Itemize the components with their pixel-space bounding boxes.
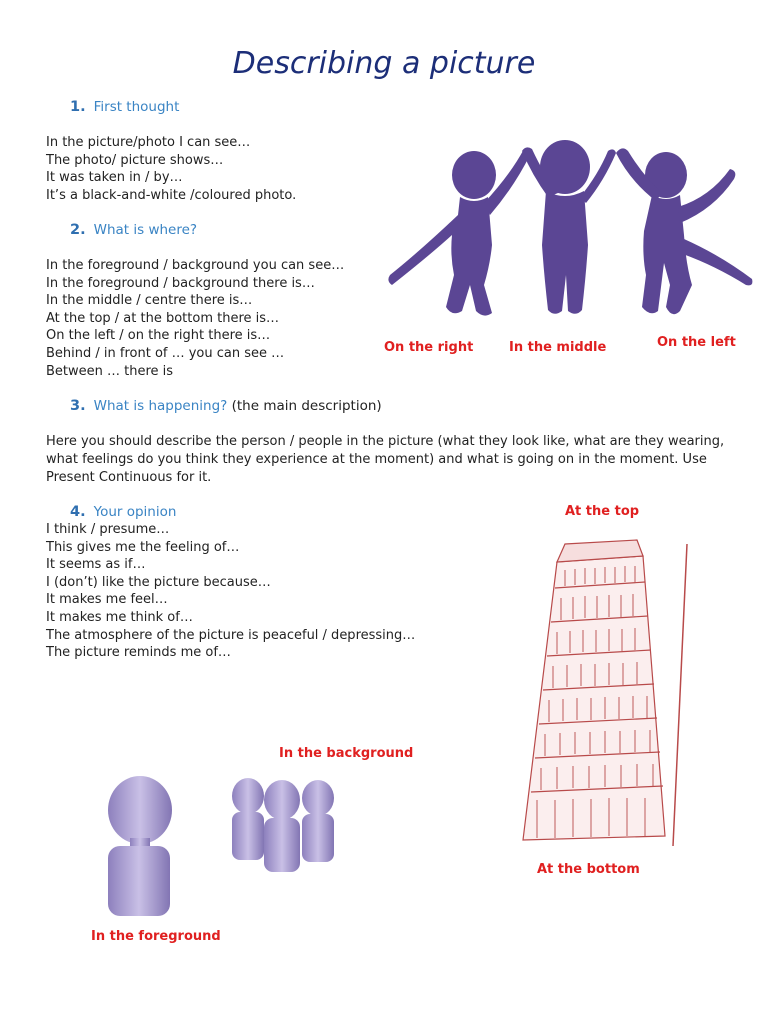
- label-on-the-left: On the left: [657, 335, 736, 350]
- section-3-paragraph: Here you should describe the person / people in the picture (what they look like, what are they wearing, what feelings do you think they experience at the moment) and what is going on in the moment. Use Present Continuous for it.: [46, 434, 725, 485]
- section-4-line: The picture reminds me of…: [46, 645, 231, 661]
- section-4-line: The atmosphere of the picture is peaceful / depressing…: [46, 627, 416, 643]
- section-1-line: The photo/ picture shows…: [46, 152, 224, 168]
- section-4-title: Your opinion: [93, 504, 177, 520]
- section-2-line: Behind / in front of … you can see …: [46, 345, 285, 361]
- section-4-line: I (don’t) like the picture because…: [46, 574, 271, 590]
- section-2-heading: [70, 222, 197, 238]
- label-in-the-background: In the background: [279, 746, 414, 761]
- section-4-number: 4.: [70, 504, 86, 520]
- label-at-the-top: At the top: [565, 504, 640, 519]
- section-3-title: What is happening?: [93, 398, 228, 414]
- section-1-line: It’s a black-and-white /coloured photo.: [46, 187, 297, 203]
- section-4-lines: [46, 521, 415, 662]
- section-4-line: It seems as if…: [46, 557, 146, 573]
- section-2-number: 2.: [70, 222, 86, 238]
- label-on-the-right: On the right: [384, 340, 474, 355]
- label-at-the-bottom: At the bottom: [537, 862, 640, 877]
- leaning-tower-illustration: [515, 540, 695, 850]
- section-2-line: On the left / on the right there is…: [46, 328, 271, 344]
- page-title: Describing a picture: [232, 46, 536, 81]
- section-1-title: First thought: [93, 99, 180, 115]
- section-2-line: In the foreground / background there is…: [46, 275, 315, 291]
- section-1-heading: [70, 99, 179, 115]
- three-people-illustration: [380, 135, 760, 335]
- label-in-the-middle: In the middle: [509, 340, 607, 355]
- section-1-line: In the picture/photo I can see…: [46, 135, 251, 150]
- section-2-line: In the foreground / background you can see…: [46, 258, 345, 273]
- section-2-title: What is where?: [93, 222, 198, 238]
- section-3-number: 3.: [70, 398, 86, 414]
- section-4-heading: [70, 504, 176, 520]
- section-1-number: 1.: [70, 99, 86, 115]
- section-3-title-suffix: (the main description): [227, 398, 382, 414]
- section-4-line: This gives me the feeling of…: [46, 539, 240, 555]
- section-4-line: It makes me think of…: [46, 609, 193, 625]
- section-1-lines: [46, 134, 296, 204]
- section-1-line: It was taken in / by…: [46, 170, 183, 186]
- section-2-lines: [46, 257, 344, 380]
- section-4-line: I think / presume…: [46, 522, 170, 537]
- section-2-line: In the middle / centre there is…: [46, 293, 253, 309]
- pawn-figures-illustration: [90, 770, 350, 920]
- section-2-line: Between … there is: [46, 363, 174, 379]
- section-3-heading: [70, 398, 382, 414]
- label-in-the-foreground: In the foreground: [91, 929, 221, 944]
- section-4-line: It makes me feel…: [46, 592, 168, 608]
- section-2-line: At the top / at the bottom there is…: [46, 310, 280, 326]
